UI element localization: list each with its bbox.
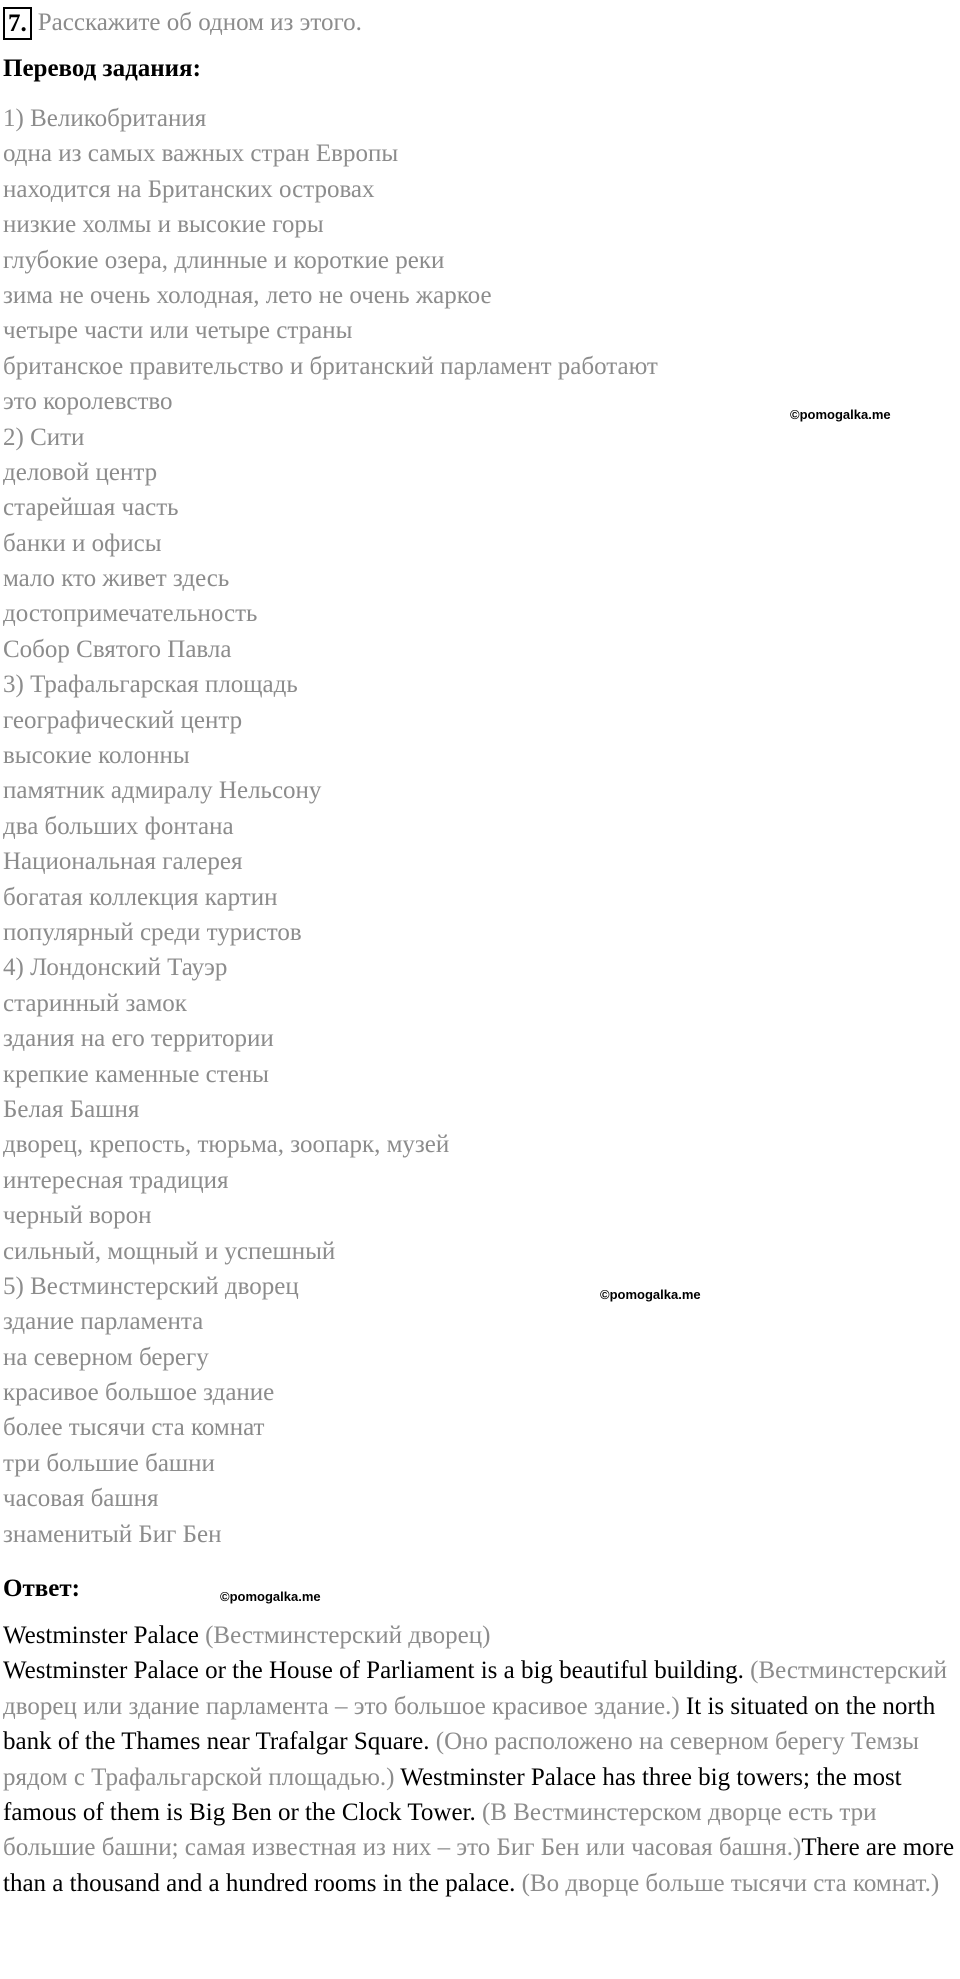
translation-line: дворец, крепость, тюрьма, зоопарк, музей — [3, 1131, 450, 1159]
translation-line: сильный, мощный и успешный — [3, 1237, 336, 1265]
translation-line: черный ворон — [3, 1202, 152, 1230]
translation-line: здание парламента — [3, 1308, 204, 1336]
translation-line: это королевство — [3, 388, 173, 416]
translation-line: находится на Британских островах — [3, 175, 375, 203]
watermark: ©pomogalka.me — [600, 1287, 701, 1302]
answer-ru: (Вестминстерский дворец) — [198, 1622, 491, 1649]
answer-title: Ответ: — [3, 1575, 80, 1602]
answer-en: Westminster Palace — [3, 1622, 199, 1649]
translation-line: деловой центр — [3, 458, 158, 486]
translation-title: Перевод задания: — [3, 55, 201, 82]
translation-line: мало кто живет здесь — [3, 565, 230, 593]
translation-line: низкие холмы и высокие горы — [3, 211, 324, 239]
translation-line: четыре части или четыре страны — [3, 317, 353, 345]
translation-line: памятник адмиралу Нельсону — [3, 777, 322, 805]
translation-line: 1) Великобритания — [3, 105, 207, 132]
translation-line: Собор Святого Павла — [3, 635, 232, 663]
translation-line: два больших фонтана — [3, 812, 234, 840]
translation-line: глубокие озера, длинные и короткие реки — [3, 246, 445, 274]
translation-line: географический центр — [3, 706, 243, 734]
translation-line: 5) Вестминстерский дворец — [3, 1272, 299, 1300]
translation-line: три большие башни — [3, 1449, 215, 1477]
translation-line: 4) Лондонский Тауэр — [3, 954, 228, 982]
task-header — [3, 6, 362, 40]
translation-line: банки и офисы — [3, 529, 162, 557]
answer-ru: (Вестминстерский дворец или здание парламента – это большое красивое здание.) — [3, 1657, 948, 1720]
translation-line: на северном берегу — [3, 1343, 209, 1371]
watermark: ©pomogalka.me — [790, 407, 891, 422]
translation-line: старейшая часть — [3, 494, 179, 522]
answer-en: Westminster Palace has three big towers; the most famous of them is Big Ben or the Clock Tower. — [3, 1763, 902, 1827]
answer-text — [3, 1618, 958, 1901]
answer-paragraph — [3, 1653, 958, 1901]
translation-line: богатая коллекция картин — [3, 883, 278, 911]
translation-line: популярный среди туристов — [3, 918, 302, 946]
answer-ru: (В Вестминстерском дворце есть три большие башни; самая известная из них – это Биг Бен или часовая башня.) — [3, 1799, 877, 1862]
answer-en: There are more than a thousand and a hundred rooms in the palace. — [3, 1834, 955, 1897]
translation-line: британское правительство и британский парламент работают — [3, 352, 658, 380]
answer-en: It is situated on the north bank of the Thames near Trafalgar Square. — [3, 1692, 936, 1756]
translation-line: знаменитый Биг Бен — [3, 1520, 222, 1548]
translation-line: 3) Трафальгарская площадь — [3, 671, 298, 699]
translation-line: крепкие каменные стены — [3, 1060, 269, 1088]
answer-en: Westminster Palace or the House of Parliament is a big beautiful building. — [3, 1657, 744, 1685]
answer-ru: (Во дворце больше тысячи ста комнат.) — [515, 1869, 940, 1897]
answer-ru: (Оно расположено на северном берегу Темзы рядом с Трафальгарской площадью.) — [3, 1728, 919, 1791]
translation-line: Белая Башня — [3, 1095, 140, 1123]
translation-line: 2) Сити — [3, 423, 85, 451]
task-number: 7. — [3, 7, 32, 40]
translation-line: более тысячи ста комнат — [3, 1414, 265, 1442]
translation-line: старинный замок — [3, 989, 187, 1017]
translation-line: часовая башня — [3, 1485, 159, 1513]
answer-heading — [3, 1618, 958, 1653]
task-text: Расскажите об одном из этого. — [37, 9, 362, 36]
translation-line: высокие колонны — [3, 742, 190, 770]
translation-line: красивое большое здание — [3, 1379, 275, 1407]
translation-line: Национальная галерея — [3, 848, 243, 876]
translation-line: одна из самых важных стран Европы — [3, 140, 399, 168]
translation-line: достопримечательность — [3, 600, 258, 628]
translation-line: зима не очень холодная, лето не очень жаркое — [3, 281, 492, 309]
translation-list — [3, 101, 658, 1552]
watermark: ©pomogalka.me — [220, 1589, 321, 1604]
translation-line: интересная традиция — [3, 1166, 229, 1194]
translation-line: здания на его территории — [3, 1025, 274, 1053]
